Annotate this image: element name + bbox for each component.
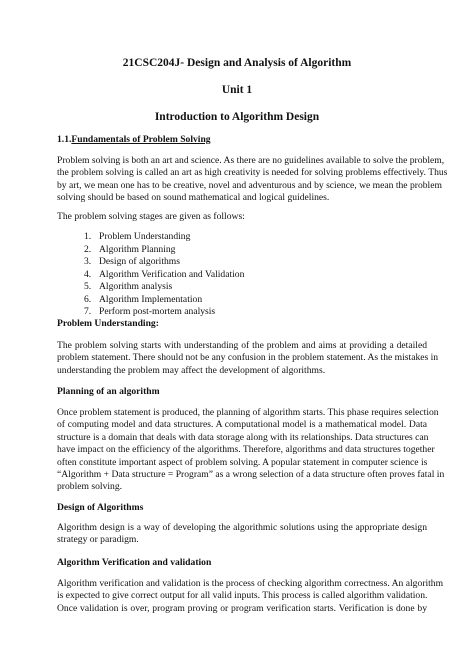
verification-heading: Algorithm Verification and validation [57, 557, 212, 568]
list-item: 5. Algorithm analysis [84, 281, 173, 292]
paragraph-line: Algorithm design is a way of developing the algorithmic solutions using the appropriate design [57, 522, 427, 533]
paragraph-line: Once validation is over, program proving or program verification starts. Verification is done by [57, 602, 427, 614]
paragraph-line: by art, we mean one has to be creative, novel and adventurous and by science, we mean the problem [57, 179, 442, 191]
intro-paragraph [57, 155, 448, 205]
problem-understanding-paragraph [57, 340, 439, 377]
list-item: 6. Algorithm Implementation [84, 293, 203, 305]
design-heading: Design of Algorithms [57, 502, 144, 513]
section-number: 1.1. [57, 134, 72, 145]
list-item: 2. Algorithm Planning [84, 243, 176, 255]
paragraph-line: problem solving. [57, 481, 123, 493]
list-item: 7. Perform post-mortem analysis [84, 306, 216, 317]
planning-paragraph [57, 407, 445, 494]
unit-title: Unit 1 [221, 84, 253, 96]
paragraph-line: often constitute important aspect of problem solving. A popular statement in computer science is [57, 456, 428, 468]
paragraph-line: The problem solving stages are given as follows: [57, 211, 245, 222]
stages-list [84, 231, 244, 319]
chapter-title: Introduction to Algorithm Design [154, 111, 320, 123]
planning-heading: Planning of an algorithm [57, 386, 160, 397]
paragraph-line: solving should be based on sound mathematical and logical guidelines. [57, 192, 330, 204]
paragraph-line: problem statement. There should not be any confusion in the problem statement. As the mistakes in [57, 352, 439, 364]
paragraph-line: have impact on the efficiency of the algorithms. Therefore, algorithms and data structures together [57, 444, 435, 456]
course-title: 21CSC204J- Design and Analysis of Algorithm [122, 57, 352, 69]
section-title: Fundamentals of Problem Solving [71, 134, 211, 145]
paragraph-line: of computing model and data structures. A computational model is a mathematical model. Data [57, 419, 427, 431]
stages-intro [57, 211, 427, 223]
verification-paragraph [57, 578, 444, 615]
paragraph-line: Once problem statement is produced, the planning of algorithm starts. This phase requires selection [57, 407, 439, 418]
list-item: 4. Algorithm Verification and Validation [84, 268, 245, 280]
paragraph-line: “Algorithm + Data structure = Program” as a wrong selection of a data structure often proves fatal in [57, 469, 445, 481]
problem-understanding-heading: Problem Understanding: [57, 318, 159, 329]
list-item: 3. Design of algorithms [84, 256, 181, 267]
paragraph-line: understanding the problem may affect the development of algorithms. [57, 364, 326, 376]
section-heading [57, 134, 211, 146]
paragraph-line: the problem solving is called an art as high creativity is needed for solving problems effectively. Thus [57, 167, 448, 179]
design-paragraph [57, 522, 427, 547]
paragraph-line: The problem solving starts with understanding of the problem and aims at providing a detailed [57, 340, 427, 351]
paragraph-line: is expected to give correct output for all valid inputs. This process is called algorithm validation. [57, 590, 428, 602]
paragraph-line: Problem solving is both an art and science. As there are no guidelines available to solve the problem, [57, 155, 445, 166]
paragraph-line: structure is a domain that deals with data storage along with its relationships. Data structures can [57, 431, 429, 443]
list-item: 1. Problem Understanding [84, 231, 191, 242]
paragraph-line: Algorithm verification and validation is the process of checking algorithm correctness. An algorithm [57, 578, 444, 589]
paragraph-line: strategy or paradigm. [57, 534, 139, 546]
